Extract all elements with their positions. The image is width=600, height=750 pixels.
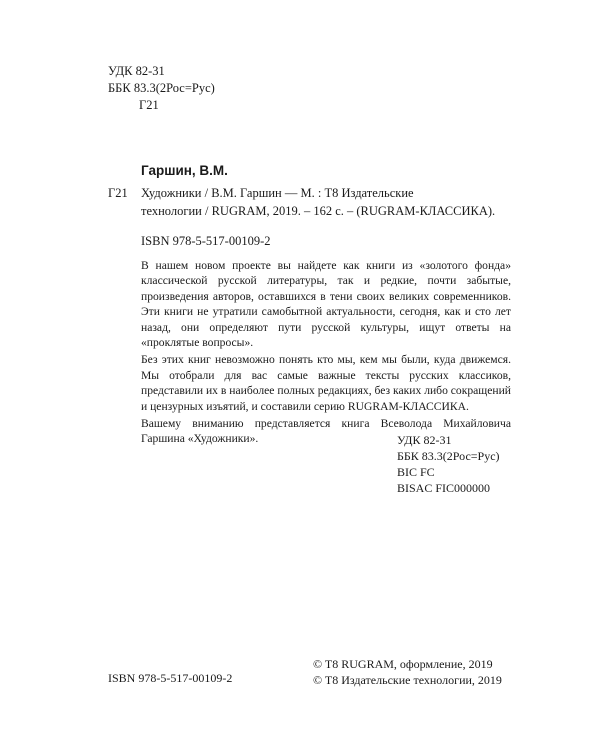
bibliographic-description [141,184,511,220]
copyright-block [313,656,502,688]
bbk-code: ББК 83.3(2Рос=Рус) [108,81,215,95]
annotation-paragraph-1: В нашем новом проекте вы найдете как книги из «золотого фонда» классической русской литературы, так и редкие, почти забытые, произведения авторов, оставшихся в тени своих великих современников. Эти книги не утратили самобытной актуальности, сегодня, как и сто лет назад, они определяют пути русской культуры, ищут ответы на «проклятые вопросы». [141,259,511,350]
annotation-paragraph-2: Без этих книг невозможно понять кто мы, кем мы были, куда движемся. Мы отобрали для вас самые важные тексты русских классиков, представили их в наиболее полных редакциях, без каких либо сокращений и цензурных изъятий, и составили серию RUGRAM-КЛАССИКА. [141,353,511,413]
copyright-line-1: © T8 RUGRAM, оформление, 2019 [313,657,493,671]
classification-codes-top [108,63,215,114]
record-author: Гаршин, В.М. [141,163,228,178]
annotation-paragraph-3: Вашему вниманию представляется книга Всеволода Михайловича Гаршина «Художники». [141,417,511,446]
biblio-line-1: Художники / В.М. Гаршин — М. : T8 Издательские [141,186,414,200]
biblio-line-2: технологии / RUGRAM, 2019. – 162 с. – (RUGRAM-КЛАССИКА). [141,204,496,218]
udk-code: УДК 82-31 [397,433,452,447]
author-mark: Г21 [139,98,159,112]
bbk-code: ББК 83.3(2Рос=Рус) [397,449,500,463]
classification-codes-right [397,432,500,496]
udk-code: УДК 82-31 [108,64,165,78]
bisac-code: BISAC FIC000000 [397,481,491,495]
bic-code: BIC FC [397,465,435,479]
annotation [141,258,511,447]
record-isbn: ISBN 978-5-517-00109-2 [141,234,271,248]
record-author-mark: Г21 [108,186,128,200]
copyright-line-2: © T8 Издательские технологии, 2019 [313,673,502,687]
footer-isbn: ISBN 978-5-517-00109-2 [108,671,233,685]
